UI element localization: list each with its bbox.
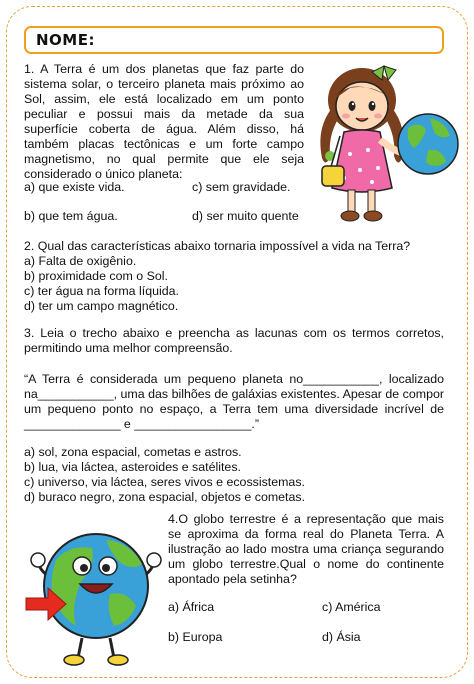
girl-holding-globe-illustration [310, 58, 460, 228]
q3-option-c[interactable]: c) universo, via láctea, seres vivos e ecossistemas. [24, 475, 305, 489]
q1-option-b[interactable]: b) que tem água. [24, 209, 118, 223]
q3-option-b[interactable]: b) lua, via láctea, asteroides e satélites. [24, 460, 241, 474]
q1-option-c[interactable]: c) sem gravidade. [192, 180, 291, 194]
q4-option-a[interactable]: a) África [168, 600, 215, 614]
name-label: NOME: [36, 31, 95, 49]
question-3-passage: “A Terra é considerada um pequeno planeta no___________, localizado na___________, uma das bilhões de galáxias existentes. Apesar de compor um pequeno ponto no espaço, a Terra tem uma diversidade incrível de ______________ e _________________.” [24, 372, 444, 431]
question-2-text: 2. Qual das características abaixo tornaria impossível a vida na Terra? [24, 239, 411, 253]
q4-option-d[interactable]: d) Ásia [322, 630, 361, 644]
q1-option-d[interactable]: d) ser muito quente [192, 209, 299, 223]
q2-option-d[interactable]: d) ter um campo magnético. [24, 299, 179, 313]
smiling-earth-illustration [26, 510, 166, 670]
q2-option-a[interactable]: a) Falta de oxigênio. [24, 254, 137, 268]
question-4-text: 4.O globo terrestre é a representação que mais se aproxima da forma real do Planeta Terra. A ilustração ao lado mostra uma criança segurando um globo terrestre.Qual o nome do continente apontado pela setinha? [168, 512, 444, 586]
question-1-text: 1. A Terra é um dos planetas que faz parte do sistema solar, o terceiro planeta mais próximo ao Sol, assim, ele está localizado em um ponto peculiar e possui mais da metade da sua superfície coberta de água. Além disso, há também placas tectônicas e um forte campo magnetismo, no qual permite que ele seja considerado o único planeta: [24, 62, 304, 181]
question-3-text: 3. Leia o trecho abaixo e preencha as lacunas com os termos corretos, permitindo uma melhor compreensão. [24, 326, 444, 355]
q4-option-c[interactable]: c) América [322, 600, 381, 614]
name-field[interactable] [24, 26, 444, 54]
q2-option-c[interactable]: c) ter água na forma líquida. [24, 284, 179, 298]
q1-option-a[interactable]: a) que existe vida. [24, 180, 125, 194]
q3-option-a[interactable]: a) sol, zona espacial, cometas e astros. [24, 445, 242, 459]
q4-option-b[interactable]: b) Europa [168, 630, 223, 644]
q2-option-b[interactable]: b) proximidade com o Sol. [24, 269, 168, 283]
q3-option-d[interactable]: d) buraco negro, zona espacial, objetos e cometas. [24, 490, 306, 504]
